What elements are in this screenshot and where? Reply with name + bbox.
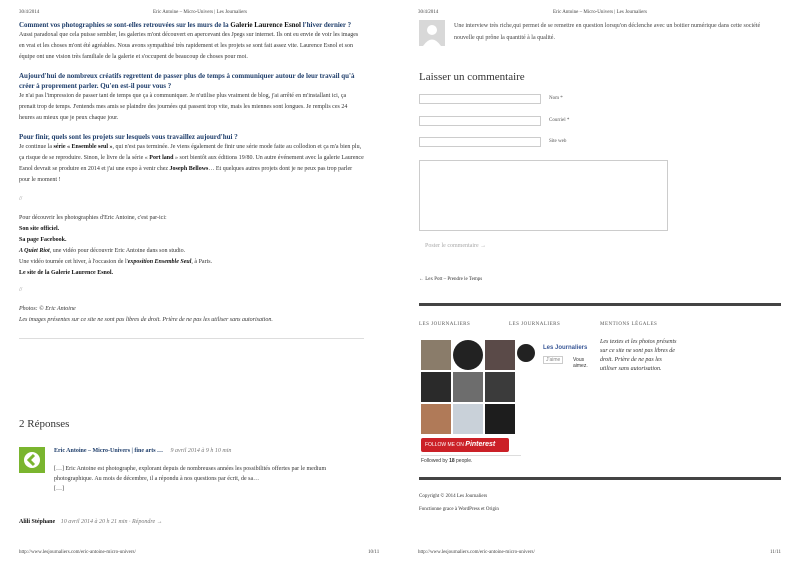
facebook-page-link[interactable]: Les Journaliers	[543, 345, 588, 351]
page-right	[400, 0, 800, 566]
response-1	[54, 446, 364, 494]
legal-text: Les textes et les photos présents sur ce site ne sont pas libres de droit. Prière de ne pas les utiliser sans autorisation.	[600, 339, 677, 372]
pinterest-widget	[421, 340, 517, 464]
response-meta[interactable]: 10 avril 2014 à 20 h 21 min · Répondre →	[60, 519, 163, 525]
pin-thumbnail[interactable]	[453, 372, 483, 402]
followers-count: Followed by 18 people.	[421, 455, 521, 464]
footer-url: http://www.lesjournaliers.com/eric-antoine-micro-univers/	[19, 550, 136, 555]
discover-text: Pour découvrir les photographies d'Eric Antoine, c'est par-ici:	[19, 215, 167, 221]
response-2	[19, 519, 163, 525]
read-more-link[interactable]: […]	[54, 486, 64, 492]
header-date: 30/4/2014	[418, 10, 439, 15]
question-1: Comment vos photographies se sont-elles retrouvées sur les murs de la Galerie Laurence Esnol l'hiver dernier ?	[19, 21, 352, 29]
footer-divider	[419, 477, 781, 480]
facebook-link[interactable]: Sa page Facebook.	[19, 237, 67, 243]
pin-thumbnail[interactable]	[485, 404, 515, 434]
pin-thumbnail[interactable]	[485, 372, 515, 402]
separator: //	[19, 287, 23, 293]
response-author-link[interactable]: Eric Antoine – Micro-Univers | fine arts …	[54, 448, 164, 454]
email-label: Courriel *	[549, 118, 570, 123]
facebook-liked-text: Vous aimez.	[573, 357, 588, 369]
article-body	[19, 20, 364, 345]
bellows-link[interactable]: Joseph Bellows	[169, 166, 209, 172]
rights-notice: Les images présentes sur ce site ne sont pas libres de droit. Prière de ne pas les utiliser sans autorisation.	[19, 317, 273, 323]
pin-thumbnail[interactable]	[453, 340, 483, 370]
pin-thumbnail[interactable]	[421, 340, 451, 370]
expo-link[interactable]: exposition Ensemble Seul	[127, 259, 192, 265]
comment-textarea[interactable]	[419, 160, 668, 231]
page-number: 11/11	[770, 550, 782, 555]
header-title: Eric Antoine – Micro-Univers | Les Journaliers	[152, 10, 248, 15]
official-site-link[interactable]: Son site officiel.	[19, 226, 60, 232]
pinterest-follow-button[interactable]: FOLLOW ME ON Pinterest	[421, 438, 509, 452]
response-text: […] Eric Antoine est photographe, explorant depuis de nombreuses années les possibilités offertes par le medium photographique. Au mois de décembre, il a répondu à nos questions par écrit, de sa…	[54, 466, 327, 482]
question-3: Pour finir, quels sont les projets sur lesquels vous travaillez aujourd'hui ?	[19, 133, 238, 141]
pin-thumbnail[interactable]	[421, 372, 451, 402]
separator: //	[19, 196, 23, 202]
pin-thumbnail[interactable]	[485, 340, 515, 370]
quiet-riot-link[interactable]: A Quiet Riot	[19, 248, 50, 254]
copyright: Copyright © 2014 Les Journaliers	[419, 494, 488, 499]
footer-url: http://www.lesjournaliers.com/eric-antoine-micro-univers/	[418, 550, 535, 555]
question-2: Aujourd'hui de nombreux créatifs regrettent de passer plus de temps à communiquer autour de leur travail qu'à créer à proprement parler. Qu'en est-il pour vous ?	[19, 72, 355, 90]
footer-heading-3: MENTIONS LÉGALES	[600, 322, 658, 327]
footer-divider	[419, 303, 781, 306]
gallery-link[interactable]: Galerie Laurence Esnol	[230, 21, 302, 29]
website-field[interactable]	[419, 137, 541, 147]
footer-heading-2: LES JOURNALIERS	[509, 322, 561, 327]
response-author: Alili Stéphane	[19, 519, 56, 525]
previous-post-link[interactable]: ← Lex Pott – Prendre le Temps	[419, 277, 483, 282]
header-title: Eric Antoine – Micro-Univers | Les Journaliers	[552, 10, 648, 15]
page-number: 10/11	[368, 550, 380, 555]
answer-2: Je n'ai pas l'impression de passer tant de temps que ça à communiquer. Je n'utilise plus vraiment de blog, j'ai arrêté en m'installant ici, ça prenait trop de temps. J'entends mes amis se plaindre des journées qui passent trop vite, mais les miennes sont longues. Je remplis ces 24 heures au mieux que je peux chaque jour.	[19, 93, 348, 121]
photo-credit: Photos: © Eric Antoine	[19, 306, 76, 312]
pinterest-grid	[421, 340, 517, 434]
pin-thumbnail[interactable]	[453, 404, 483, 434]
website-label: Site web	[549, 139, 567, 144]
default-user-icon	[419, 20, 445, 46]
comment-text: Une interview très riche,qui permet de se remettre en question lorsqu'on déclenche avec un boitier numérique dans cette société nouvelle qui prône la quantité à la qualité.	[454, 23, 761, 41]
email-field[interactable]	[419, 116, 541, 126]
answer-1: Aussi paradoxal que cela puisse sembler, les galeries m'ont découvert en apercevant des Jpegs sur internet. Ils ont eu envie de voir les images en vrai et les choses m'ont été agréables. Nous avons sympathisé très rapidement et les projets se sont fait assez vite. Laurence Esnol et son équipe ont une vision très familiale de la galerie et s'occupent de beaucoup de choses pour moi.	[19, 32, 359, 60]
answer-3: Je continue la série « Ensemble seul », qui n'est pas terminée. Je viens également de finir une série mode faite au collodion et ça m'a bien plu, ça risque de se reproduire. Sinon, le livre de la série « Port land » sort bientôt aux éditions 19/80. Un autre événement avec la galerie Laurence Esnol devrait se produire en 2014 et j'ai une expo à venir chez Joseph Bellows… Et quelques autres projets dont je ne peux pas trop parler pour le moment !	[19, 144, 364, 183]
facebook-like-button[interactable]: J'aime	[543, 356, 563, 364]
facebook-avatar	[517, 344, 535, 362]
chevron-left-logo-icon	[19, 447, 45, 473]
gallery-site-link[interactable]: Le site de la Galerie Laurence Esnol.	[19, 270, 114, 276]
powered-by-link[interactable]: Fonctionne grace à WordPress et Origin	[419, 507, 499, 512]
video-line: A Quiet Riot, une vidéo pour découvrir Eric Antoine dans son studio.	[19, 248, 186, 254]
divider	[19, 338, 364, 339]
responses-title: 2 Réponses	[19, 418, 70, 430]
expo-line: Une vidéo tournée cet hiver, à l'occasion de l'exposition Ensemble Seul, à Paris.	[19, 259, 213, 265]
series-link[interactable]: série « Ensemble seul »	[53, 144, 113, 150]
response-date: 9 avril 2014 à 9 h 10 min	[170, 448, 232, 454]
leave-comment-title: Laisser un commentaire	[419, 71, 525, 83]
name-field[interactable]	[419, 94, 541, 104]
name-label: Nom *	[549, 96, 563, 101]
header-date: 30/4/2014	[19, 10, 40, 15]
portland-link[interactable]: Port land	[149, 155, 174, 161]
post-comment-button[interactable]: Poster le commentaire →	[425, 243, 487, 249]
footer-heading-1: LES JOURNALIERS	[419, 322, 471, 327]
pin-thumbnail[interactable]	[421, 404, 451, 434]
